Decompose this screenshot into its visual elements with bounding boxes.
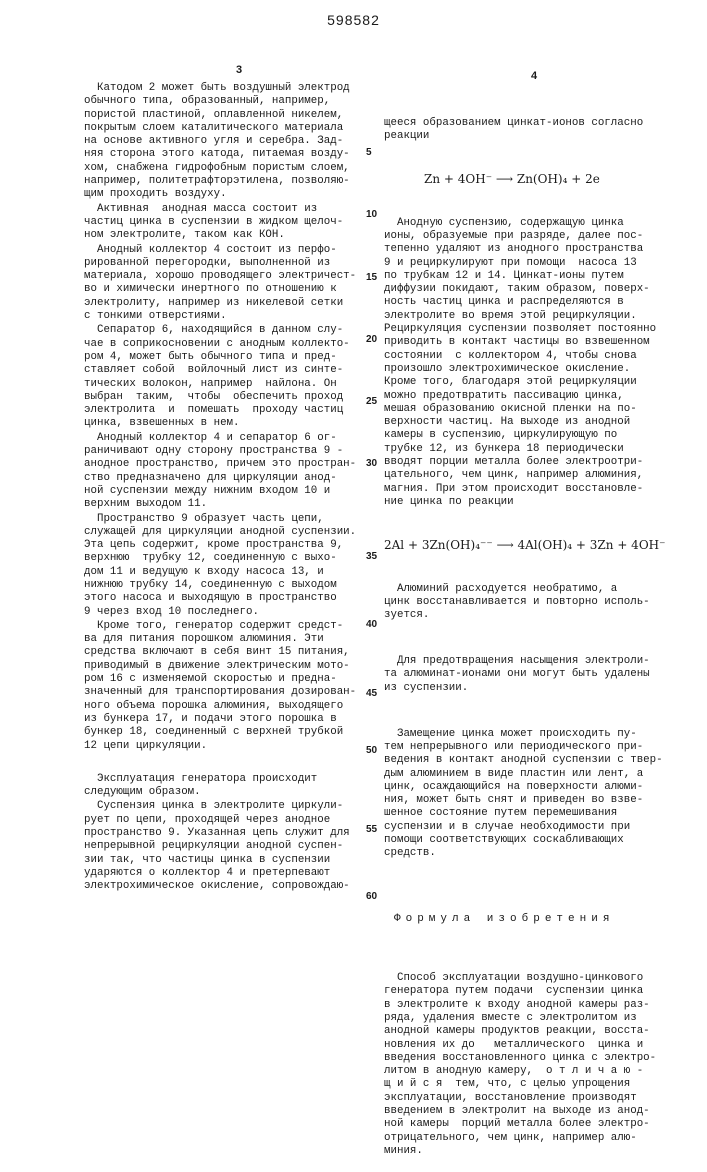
text-line: можно предотвратить пассивацию цинка, [384,390,684,403]
text-line: электролита и помешать проходу частиц [84,404,369,417]
text-line: ния, может быть снят и приведен во взве- [384,794,684,807]
line-number: 20 [366,334,377,345]
text-line: служащей для циркуляции анодной суспензии. [84,526,369,539]
text-line: введения восстановленного цинка с электро- [384,1052,684,1065]
line-number: 10 [366,209,377,220]
text-line: ставляет собой войлочный лист из синте- [84,364,369,377]
text-line: цательного, чем цинк, например алюминия, [384,469,684,482]
text-line: рированной перегородки, выполненной из [84,257,369,270]
text-line: чае в соприкосновении с анодным коллекто- [84,338,369,351]
text-line: материала, хорошо проводящего электричест- [84,270,369,283]
text-line: ведения в контакт анодной суспензии с твер- [384,754,684,767]
text-line: Суспензия цинка в электролите циркули- [84,800,369,813]
text-line: 9 и рециркулируют при помощи насоса 13 [384,257,684,270]
text-line: Эта цепь содержит, кроме пространства 9, [84,539,369,552]
text-line: пористой пластиной, оплавленной никелем, [84,109,369,122]
text-line: генератора путем подачи суспензии цинка [384,985,684,998]
paragraph [84,620,369,753]
text-line: состоянии с коллектором 4, чтобы снова [384,350,684,363]
text-line: пространство 9. Указанная цепь служит для [84,827,369,840]
text-line: Для предотвращения насыщения электроли- [384,655,684,668]
paragraph [384,117,684,144]
paragraph [384,728,684,861]
text-line: ного объема порошка алюминия, выходящего [84,700,369,713]
text-line: ром 16 с изменяемой скоростью и предна- [84,673,369,686]
text-line: средств. [384,847,684,860]
text-line: Кроме того, генератор содержит средст- [84,620,369,633]
text-line: нижнюю трубку 14, соединенную с выходом [84,579,369,592]
text-line: ность частиц цинка и распределяются в [384,296,684,309]
paragraph [84,203,369,243]
text-line: ной суспензии между нижним входом 10 и [84,485,369,498]
text-line: щ и й с я тем, что, с целью упрощения [384,1078,684,1091]
text-line: приводимый в движение электрическим мото- [84,660,369,673]
line-number: 25 [366,396,377,407]
claims-heading: Формула изобретения [394,913,684,926]
text-line: тепенно удаляют из анодного пространства [384,243,684,256]
text-line: шенное состояние путем перемешивания [384,807,684,820]
text-line: верхности частиц. На выходе из анодной [384,416,684,429]
text-line: суспензии и в случае необходимости при [384,821,684,834]
text-line: зуется. [384,609,684,622]
text-line: цинк восстанавливается и повторно исполь- [384,596,684,609]
text-line: камеры в суспензию, циркулирующую по [384,429,684,442]
paragraph [84,432,369,512]
text-line: цинк, осаждающийся на поверхности алюми- [384,781,684,794]
text-line: электролите во время этой рециркуляции. [384,310,684,323]
paragraph [84,82,369,202]
text-line: покрытым слоем каталитического материала [84,122,369,135]
left-column-text [84,81,369,894]
text-line: литом в анодную камеру, о т л и ч а ю - [384,1065,684,1078]
text-line: дом 11 и ведущую к входу насоса 13, и [84,566,369,579]
text-line: Замещение цинка может происходить пу- [384,728,684,741]
text-line: ром 4, может быть обычного типа и пред- [84,351,369,364]
text-line: Сепаратор 6, находящийся в данном слу- [84,324,369,337]
text-line: щееся образованием цинкат-ионов согласно [384,117,684,130]
text-line: обычного типа, образованный, например, [84,95,369,108]
claims-paragraph [384,972,684,1158]
text-line: тем непрерывного или периодического при- [384,741,684,754]
line-number: 60 [366,891,377,902]
text-line: Анодную суспензию, содержащую цинка [384,217,684,230]
text-line: из суспензии. [384,682,684,695]
text-line: произошло электрохимическое окисление. [384,363,684,376]
text-line: диффузии покидают, таким образом, поверх- [384,283,684,296]
paragraph [384,655,684,695]
text-line: Анодный коллектор 4 и сепаратор 6 ог- [84,432,369,445]
text-line: на основе активного угля и серебра. Зад- [84,135,369,148]
text-line: в электролите к входу анодной камеры раз- [384,999,684,1012]
text-line: Способ эксплуатации воздушно-цинкового [384,972,684,985]
text-line: бункер 18, соединенный с верхней трубкой [84,726,369,739]
text-line: введением в электролит на выходе из анод- [384,1105,684,1118]
paragraph [84,513,369,619]
text-line: приводить в контакт частицы во взвешенном [384,336,684,349]
text-line: ва для питания порошком алюминия. Эти [84,633,369,646]
text-line: вводят порции металла более электроотри- [384,456,684,469]
text-line: ние цинка по реакции [384,496,684,509]
text-line: щим проходить воздуху. [84,188,369,201]
text-line: та алюминат-ионами они могут быть удалены [384,668,684,681]
text-line: Анодный коллектор 4 состоит из перфо- [84,244,369,257]
text-line: ство предназначено для циркуляции анод- [84,472,369,485]
text-line: следующим образом. [84,786,369,799]
text-line: Пространство 9 образует часть цепи, [84,513,369,526]
text-line: например, политетрафторэтилена, позволяю- [84,175,369,188]
text-line: миния. [384,1145,684,1158]
line-number: 55 [366,824,377,835]
paragraph [384,217,684,510]
text-line: верхним выходом 11. [84,498,369,511]
text-line: хом, снабжена гидрофобным пористым слоем, [84,162,369,175]
text-line: этого насоса и выходящую в пространство [84,592,369,605]
text-line: частиц цинка в суспензии в жидком щелоч- [84,216,369,229]
line-number: 5 [366,147,372,158]
text-line: непрерывной рециркуляции анодной суспен- [84,840,369,853]
text-line: с тонкими отверстиями. [84,310,369,323]
paragraph [384,583,684,623]
paragraph [84,324,369,430]
text-line: трубке 12, из бункера 18 периодически [384,443,684,456]
text-line: верхнюю трубку 12, соединенную с выхо- [84,552,369,565]
line-number: 45 [366,688,377,699]
line-number: 15 [366,272,377,283]
text-line: из бункера 17, и подачи этого порошка в [84,713,369,726]
text-line: электролиту, например из никелевой сетки [84,297,369,310]
text-line: Рециркуляция суспензии позволяет постоянно [384,323,684,336]
text-line: анодной камеры продуктов реакции, восста- [384,1025,684,1038]
text-line: Активная анодная масса состоит из [84,203,369,216]
right-column-text [384,89,684,1172]
text-line: анодное пространство, причем это простран- [84,458,369,471]
text-line: по трубкам 12 и 14. Цинкат-ионы путем [384,270,684,283]
text-line: новления их до металлического цинка и [384,1039,684,1052]
text-line: зии так, что частицы цинка в суспензии [84,854,369,867]
text-line: раничивают одну сторону пространства 9 - [84,445,369,458]
text-line: няя сторона этого катода, питаемая возду- [84,148,369,161]
text-line: отрицательного, чем цинк, например алю- [384,1132,684,1145]
text-line: ном электролите, таком как КОН. [84,229,369,242]
text-line: ной камеры порций металла более электро- [384,1118,684,1131]
text-line: реакции [384,130,684,143]
paragraph [84,773,369,800]
text-line: ионы, образуемые при разряде, далее пос- [384,230,684,243]
text-line: рует по цепи, проходящей через анодное [84,814,369,827]
paragraph [84,800,369,893]
text-line: цинка, взвешенных в нем. [84,417,369,430]
reaction-equation-2: 2Al + 3Zn(OH)₄⁻⁻ ⟶ 4Al(OH)₄ + 3Zn + 4OH⁻ [384,539,684,552]
patent-number: 598582 [0,12,707,28]
text-line: 9 через вход 10 последнего. [84,606,369,619]
text-line: дым алюминием в виде пластин или лент, а [384,768,684,781]
text-line: средства включают в себя винт 15 питания, [84,646,369,659]
paragraph [84,244,369,324]
reaction-equation-1: Zn + 4OH⁻ ⟶ Zn(OH)₄ + 2e [384,173,684,186]
text-line: во и химически инертного по отношению к [84,283,369,296]
text-line: значенный для транспортирования дозирован- [84,686,369,699]
text-line: Эксплуатация генератора происходит [84,773,369,786]
line-number: 35 [366,551,377,562]
text-line: выбран таким, чтобы обеспечить проход [84,391,369,404]
text-line: эксплуатации, восстановление производят [384,1092,684,1105]
text-line: 12 цепи циркуляции. [84,740,369,753]
text-line: помощи соответствующих соскабливающих [384,834,684,847]
text-line: ряда, удаления вместе с электролитом из [384,1012,684,1025]
text-line: магния. При этом происходит восстановле- [384,483,684,496]
text-line: Кроме того, благодаря этой рециркуляции [384,376,684,389]
text-line: ударяются о коллектор 4 и претерпевают [84,867,369,880]
text-line: Алюминий расходуется необратимо, а [384,583,684,596]
line-number: 40 [366,619,377,630]
text-line: Катодом 2 может быть воздушный электрод [84,82,369,95]
text-line: тических волокон, например найлона. Он [84,378,369,391]
line-number: 30 [366,458,377,469]
text-line: электрохимическое окисление, сопровождаю- [84,880,369,893]
page-number-right: 4 [531,70,537,82]
line-number: 50 [366,745,377,756]
text-line: мешая образованию окисной пленки на по- [384,403,684,416]
page-number-left: 3 [236,64,242,76]
